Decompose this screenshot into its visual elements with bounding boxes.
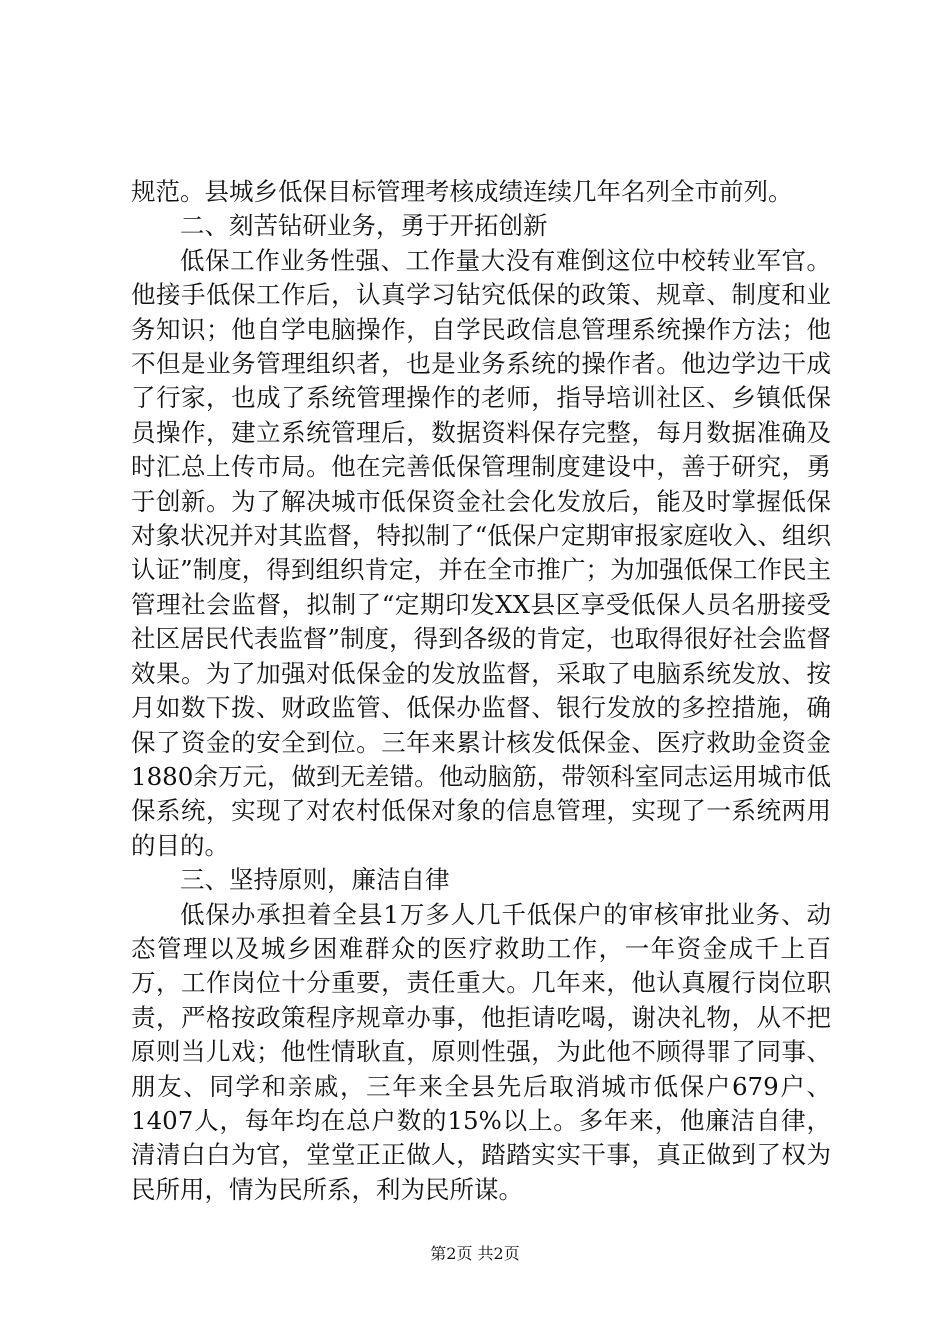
document-body [131,175,831,1207]
section-heading-2: 二、刻苦钻研业务，勇于开拓创新 [180,211,548,241]
paragraph-continuation: 规范。县城乡低保目标管理考核成绩连续几年名列全市前列。 [131,177,793,206]
page-number-label: 第2页 共2页 [430,1244,520,1263]
section-heading-3: 三、坚持原则，廉洁自律 [180,865,450,895]
page-footer [0,1243,950,1265]
paragraph-section-2: 低保工作业务性强、工作量大没有难倒这位中校转业军官。他接手低保工作后，认真学习钻究低保的政策、规章、制度和业务知识；他自学电脑操作，自学民政信息管理系统操作方法；他不但是业务管理组织者，也是业务系统的操作者。他边学边干成了行家，也成了系统管理操作的老师，指导培训社区、乡镇低保员操作，建立系统管理后，数据资料保存完整，每月数据准确及时汇总上传市局。他在完善低保管理制度建设中，善于研究，勇于创新。为了解决城市低保资金社会化发放后，能及时掌握低保对象状况并对其监督，特拟制了“低保户定期审报家庭收入、组织认证”制度，得到组织肯定，并在全市推广；为加强低保工作民主管理社会监督，拟制了“定期印发XX县区享受低保人员名册接受社区居民代表监督”制度，得到各级的肯定，也取得很好社会监督效果。为了加强对低保金的发放监督，采取了电脑系统发放、按月如数下拨、财政监管、低保办监督、银行发放的多控措施，确保了资金的安全到位。三年来累计核发低保金、医疗救助金资金1880余万元，做到无差错。他动脑筋，带领科室同志运用城市低保系统，实现了对农村低保对象的信息管理，实现了一系统两用的目的。 [131,245,831,860]
paragraph-section-3: 低保办承担着全县1万多人几千低保户的审核审批业务、动态管理以及城乡困难群众的医疗救助工作，一年资金成千上百万，工作岗位十分重要，责任重大。几年来，他认真履行岗位职责，严格按政策程序规章办事，他拒请吃喝，谢决礼物，从不把原则当儿戏；他性情耿直，原则性强，为此他不顾得罪了同事、朋友、同学和亲戚，三年来全县先后取消城市低保户679户、1407人，每年均在总户数的15%以上。多年来，他廉洁自律，清清白白为官，堂堂正正做人，踏踏实实干事，真正做到了权为民所用，情为民所系，利为民所谋。 [131,899,831,1204]
